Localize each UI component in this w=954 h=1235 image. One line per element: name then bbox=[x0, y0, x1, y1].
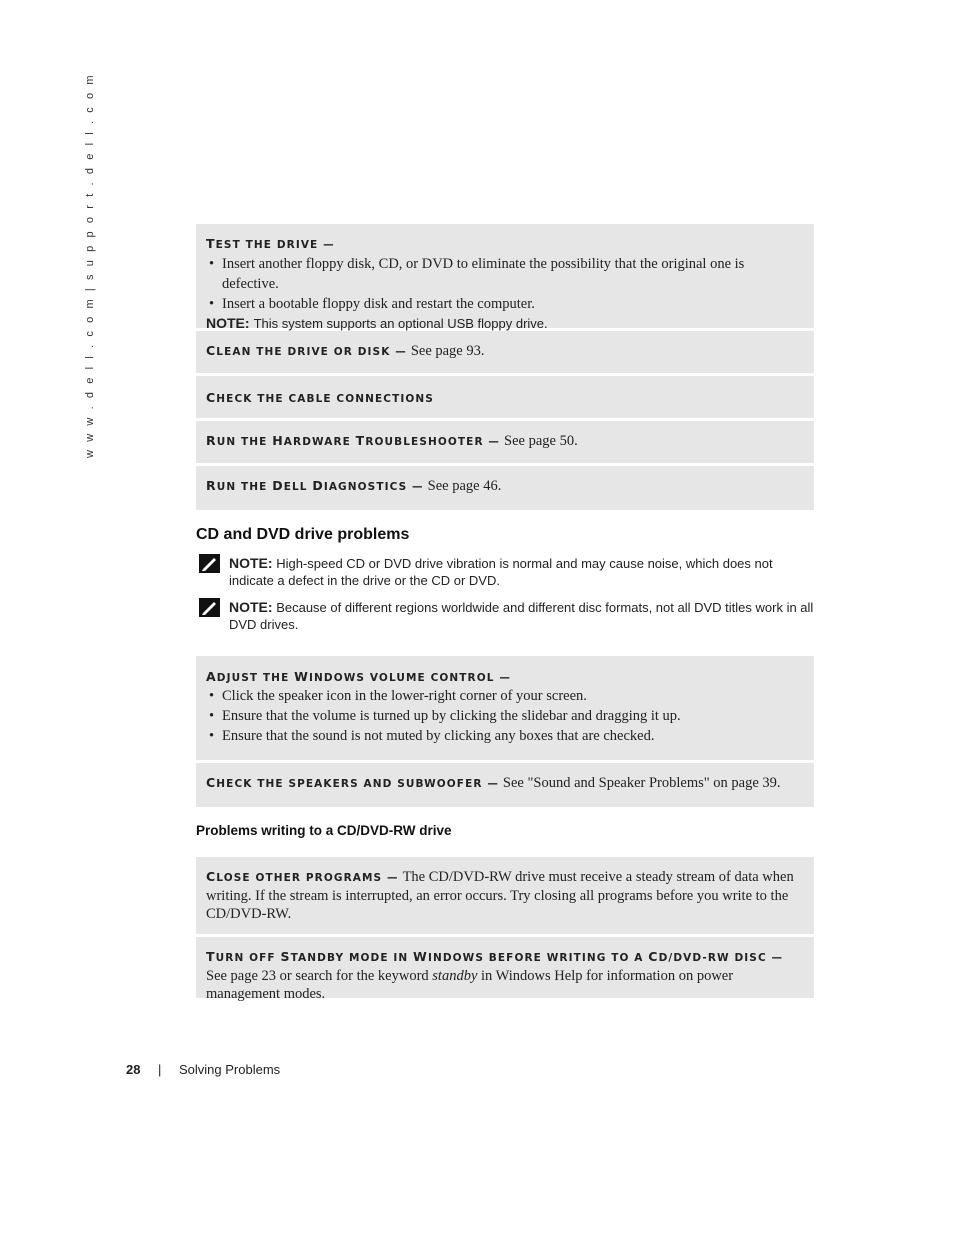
block-heading: TURN OFF STANDBY MODE IN WINDOWS BEFORE WRITING TO A CD/DVD-RW DISC — bbox=[206, 949, 784, 964]
page-number: 28 bbox=[126, 1062, 141, 1077]
note-label: NOTE: bbox=[206, 315, 250, 331]
subsection-title: Problems writing to a CD/DVD-RW drive bbox=[196, 823, 452, 838]
note-pencil-icon bbox=[199, 554, 220, 573]
block-dell-diagnostics bbox=[196, 466, 814, 510]
footer-separator: | bbox=[158, 1062, 162, 1077]
sidebar-url bbox=[84, 72, 100, 462]
block-heading: CHECK THE CABLE CONNECTIONS bbox=[206, 390, 434, 405]
sidebar-url-text: w w w . d e l l . c o m | s u p p o r t . d e l l . c o m bbox=[84, 72, 96, 458]
block-heading: RUN THE DELL DIAGNOSTICS — bbox=[206, 478, 424, 493]
block-heading: CLEAN THE DRIVE OR DISK — bbox=[206, 343, 407, 358]
block-text bbox=[206, 968, 733, 1002]
block-text: The CD/DVD-RW drive must receive a steady stream of data when writing. If the stream is interrupted, an error occurs. Try closing all programs before you write to the CD/DVD-RW. bbox=[206, 869, 794, 922]
block-standby bbox=[196, 937, 814, 1002]
bullet-list bbox=[206, 254, 804, 314]
note-text: This system supports an optional USB floppy drive. bbox=[253, 316, 548, 331]
list-item: • Insert another floppy disk, CD, or DVD to eliminate the possibility that the original one is defective. bbox=[206, 254, 804, 294]
note-text: High-speed CD or DVD drive vibration is normal and may cause noise, which does not indicate a defect in the drive or the CD or DVD. bbox=[229, 556, 773, 588]
note-dvd-regions bbox=[229, 599, 814, 633]
block-text-part: in Windows Help for information on power management modes. bbox=[206, 968, 734, 1002]
block-check-cable bbox=[196, 376, 814, 418]
block-speakers bbox=[196, 763, 814, 807]
list-item: • Click the speaker icon in the lower-right corner of your screen. bbox=[206, 686, 804, 706]
note-label: NOTE: bbox=[229, 555, 273, 571]
list-item: • Ensure that the volume is turned up by clicking the slidebar and dragging it up. bbox=[206, 706, 804, 726]
block-heading: ADJUST THE WINDOWS VOLUME CONTROL — bbox=[206, 669, 511, 684]
block-windows-volume bbox=[196, 656, 814, 760]
block-heading: TEST THE DRIVE — bbox=[206, 236, 335, 251]
note-label: NOTE: bbox=[229, 599, 273, 615]
note-text: Because of different regions worldwide and different disc formats, not all DVD titles work in all DVD drives. bbox=[229, 600, 814, 632]
bullet-list bbox=[206, 686, 804, 746]
block-clean-drive bbox=[196, 331, 814, 373]
note-pencil-icon bbox=[199, 598, 220, 617]
block-text: See page 50. bbox=[504, 433, 578, 449]
list-item: • Ensure that the sound is not muted by clicking any boxes that are checked. bbox=[206, 726, 804, 746]
note-vibration bbox=[229, 555, 814, 589]
block-text: See page 46. bbox=[427, 478, 502, 494]
block-heading: CLOSE OTHER PROGRAMS — bbox=[206, 869, 399, 884]
section-title: CD and DVD drive problems bbox=[196, 526, 410, 543]
list-item: • Insert a bootable floppy disk and restart the computer. bbox=[206, 294, 804, 314]
keyword-italic: standby bbox=[432, 968, 478, 984]
block-close-programs bbox=[196, 857, 814, 934]
block-text: See "Sound and Speaker Problems" on page 39. bbox=[502, 775, 781, 791]
block-heading: RUN THE HARDWARE TROUBLESHOOTER — bbox=[206, 433, 501, 448]
footer-section: Solving Problems bbox=[179, 1062, 281, 1077]
block-heading: CHECK THE SPEAKERS AND SUBWOOFER — bbox=[206, 775, 499, 790]
block-test-drive bbox=[196, 224, 814, 331]
block-text: See page 93. bbox=[410, 343, 485, 359]
block-hardware-troubleshooter bbox=[196, 421, 814, 463]
block-text-part: See page 23 or search for the keyword bbox=[206, 968, 433, 984]
